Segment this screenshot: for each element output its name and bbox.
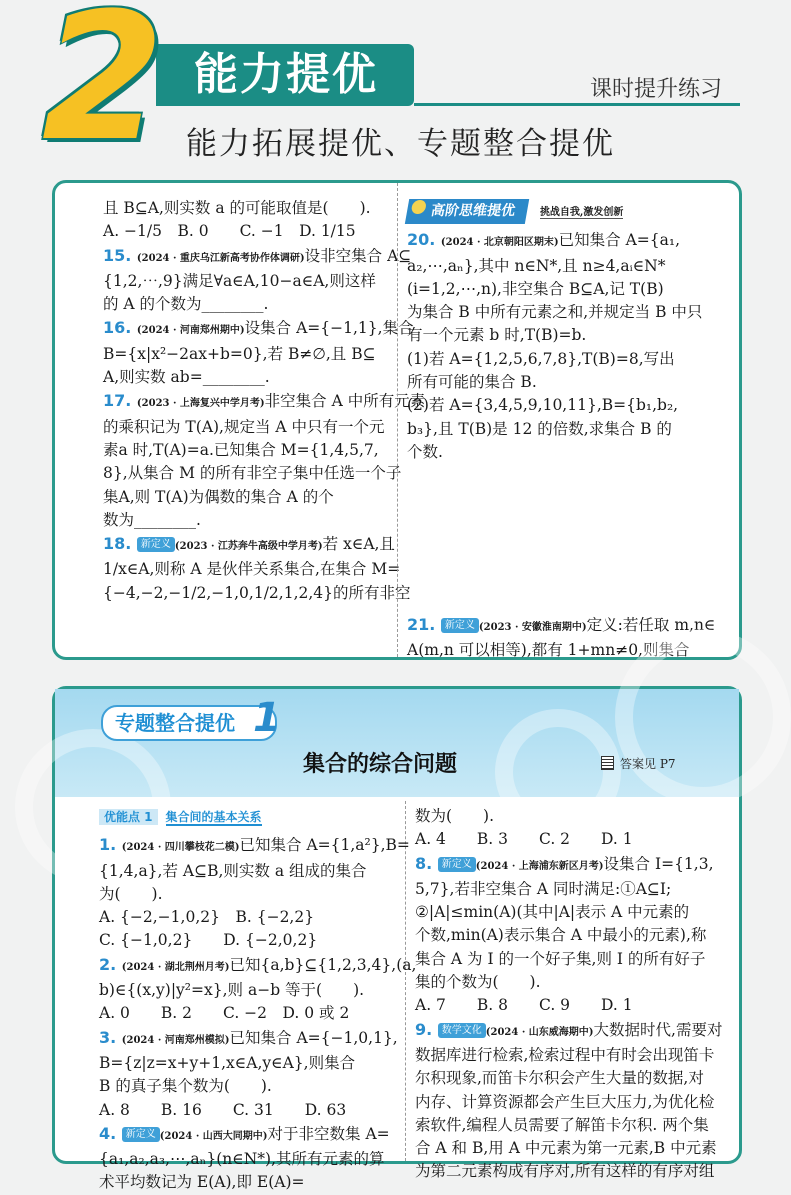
text-line (99, 1122, 399, 1148)
question-text: 若 x∈A,且 (322, 535, 395, 554)
text-line: 5,7},若非空集合 A 同时满足:①A⊆I; (415, 879, 672, 898)
text-line: 素a 时,T(A)=a.已知集合 M={1,4,5,7, (103, 440, 379, 459)
text-line: A. −1/5 B. 0 C. −1 D. 1/15 (103, 222, 356, 241)
question-source: (2023 · 安徽淮南期中) (478, 622, 587, 633)
question-text: 大数据时代,需要对 (593, 1020, 723, 1039)
text-line: 集的个数为( ). (415, 973, 541, 992)
question-source: (2024 · 上海浦东新区月考) (475, 860, 604, 872)
ability-tag-box: 优能点 1 (99, 809, 158, 825)
text-line: B={z|z=x+y+1,x∈A,y∈A},则集合 (99, 1053, 356, 1072)
ability-tag (99, 806, 262, 829)
column-divider (397, 183, 398, 657)
text-line: A. 4 B. 3 C. 2 D. 1 (415, 830, 633, 849)
text-line (103, 532, 393, 558)
page-subtitle: 能力拓展提优、专题整合提优 (186, 126, 615, 162)
text-line (99, 953, 417, 979)
text-line (407, 228, 717, 254)
text-line: 索软件,编程人员需要了解笛卡尔积. 两个集 (415, 1115, 709, 1134)
question-text: 已知{a,b}⊆{1,2,3,4},(a, (229, 955, 417, 974)
text-line (99, 833, 410, 859)
text-line: A(m,n 可以相等),都有 1+mn≠0,则集合 (407, 641, 690, 660)
text-line: 为集合 B 中所有元素之和,并规定当 B 中只 (407, 303, 703, 322)
text-line: 的 A 的个数为________. (103, 295, 269, 314)
question-source: (2024 · 山东威海期中) (485, 1026, 594, 1038)
question-number: 3. (99, 1027, 122, 1047)
left-column (99, 805, 417, 1195)
question-badge: 新定义 (441, 618, 479, 633)
question-text: 设集合 I={1,3, (603, 854, 714, 873)
section-number: 2 (41, 0, 165, 180)
text-line: B={x|x²−2ax+b=0},若 B≠∅,且 B⊆ (103, 344, 376, 363)
ability-tag-title: 集合间的基本关系 (165, 810, 262, 824)
text-line (103, 244, 412, 270)
text-line: a₂,⋯,aₙ},其中 n∈N*,且 n≥4,aᵢ∈N* (407, 256, 666, 275)
question-badge: 新定义 (122, 1127, 160, 1142)
text-line: 数为( ). (415, 807, 495, 825)
answer-reference (601, 755, 676, 772)
text-line: 有一个元素 b 时,T(B)=b. (407, 326, 587, 345)
left-column (103, 197, 426, 605)
document-icon (601, 756, 614, 770)
thinking-banner-tag: 挑战自我,激发创新 (539, 207, 624, 218)
question-number: 8. (415, 853, 438, 873)
text-line: A. {−2,−1,0,2} B. {−2,2} (99, 908, 315, 927)
text-line: 尔积现象,而笛卡尔积会产生大量的数据,对 (415, 1069, 704, 1088)
text-line: (i=1,2,⋯,n),非空集合 B⊆A,记 T(B) (407, 279, 664, 298)
text-line: 所有可能的集合 B. (407, 373, 537, 392)
text-line: b₃},且 T(B)是 12 的倍数,求集合 B 的 (407, 419, 672, 438)
text-line: 术平均数记为 E(A),即 E(A)= (99, 1173, 305, 1192)
question-number: 4. (99, 1123, 122, 1143)
text-line (415, 1018, 730, 1044)
text-line: 为( ). (99, 884, 163, 903)
text-line (415, 852, 730, 878)
page-title: 能力提优 (194, 49, 378, 100)
thinking-banner-label: 高阶思维提优 (429, 203, 517, 219)
special-panel (52, 686, 742, 1192)
text-line: 个数,min(A)表示集合 A 中最小的元素),称 (415, 926, 707, 945)
question-source: (2024 · 山西大同期中) (159, 1130, 268, 1142)
right-column (407, 199, 717, 464)
text-line: (2)若 A={3,4,5,9,10,11},B={b₁,b₂, (407, 396, 679, 415)
text-line: (1)若 A={1,2,5,6,7,8},T(B)=8,写出 (407, 349, 675, 368)
question-source: (2024 · 河南郑州模拟) (121, 1034, 230, 1046)
question-source: (2024 · 四川攀枝花二模) (121, 842, 240, 854)
special-number: 1 (253, 695, 281, 741)
text-line: 的乘积记为 T(A),规定当 A 中只有一个元 (103, 417, 385, 436)
question-text: 定义:若任取 m,n∈ (586, 616, 716, 634)
question-badge: 数学文化 (438, 1023, 486, 1038)
text-line: 集A,则 T(A)为偶数的集合 A 的个 (103, 487, 334, 506)
text-line: A,则实数 ab=________. (103, 368, 270, 387)
thinking-banner (405, 199, 529, 224)
question-source: (2023 · 上海复兴中学月考) (136, 398, 265, 410)
text-line: 数据库进行检索,检索过程中有时会出现笛卡 (415, 1045, 715, 1064)
text-line: {1,2,⋯,9}满足∀a∈A,10−a∈A,则这样 (103, 271, 376, 290)
text-line: 合 A 和 B,用 A 中元素为第一元素,B 中元素 (415, 1139, 717, 1158)
question-number: 2. (99, 954, 122, 974)
text-line: {−4,−2,−1/2,−1,0,1/2,1,2,4}的所有非空 (103, 583, 411, 602)
question-source: (2024 · 河南郑州期中) (136, 325, 245, 337)
text-line: {1,4,a},若 A⊆B,则实数 a 组成的集合 (99, 861, 367, 880)
text-line: 集合 A 为 I 的一个好子集,则 I 的所有好子 (415, 949, 706, 968)
text-line (103, 389, 426, 415)
question-source: (2024 · 重庆乌江新高考协作体调研) (136, 252, 305, 264)
lightbulb-icon (411, 200, 427, 214)
header-tag: 课时提升练习 (590, 77, 723, 102)
text-line: 个数. (407, 442, 443, 461)
question-number: 9. (415, 1019, 438, 1039)
text-line (103, 316, 414, 342)
text-line: ②|A|≤min(A)(其中|A|表示 A 中元素的 (415, 903, 690, 922)
text-line: 内存、计算资源都会产生巨大压力,为优化检 (415, 1092, 715, 1111)
text-line: A. 0 B. 2 C. −2 D. 0 或 2 (99, 1004, 350, 1023)
ability-panel (52, 180, 742, 660)
text-line (99, 1026, 399, 1052)
question-number: 16. (103, 318, 137, 338)
question-text: 对于非空数集 A= (267, 1124, 390, 1143)
text-line: b)∈{(x,y)|y²=x},则 a−b 等于( ). (99, 981, 365, 1000)
column-divider (405, 801, 406, 1161)
question-source: (2024 · 北京朝阳区期末) (440, 237, 559, 249)
question-20 (407, 228, 717, 464)
question-text: 已知集合 A={−1,0,1}, (229, 1028, 398, 1047)
question-number: 1. (99, 835, 122, 855)
text-line: B 的真子集个数为( ). (99, 1077, 272, 1096)
question-number: 18. (103, 534, 137, 554)
question-badge: 新定义 (137, 537, 175, 552)
topic-title: 集合的综合问题 (303, 752, 458, 777)
question-number: 15. (103, 245, 137, 265)
question-text: 设非空集合 A⊆ (304, 246, 412, 265)
text-line: A. 7 B. 8 C. 9 D. 1 (415, 996, 633, 1015)
question-source: (2024 · 湖北荆州月考) (121, 961, 230, 973)
question-number: 21. (407, 615, 441, 634)
question-number: 20. (407, 230, 441, 250)
text-line: A. 8 B. 16 C. 31 D. 63 (99, 1100, 347, 1119)
question-text: 设集合 A={−1,1},集合 (244, 319, 414, 338)
special-title: 专题整合提优 (101, 705, 277, 741)
text-line: 8},从集合 M 的所有非空子集中任选一个子 (103, 464, 402, 483)
right-column (415, 805, 730, 1184)
special-header (55, 689, 739, 797)
text-line: 为第二元素构成有序对,所有这样的有序对组 (415, 1162, 715, 1181)
text-line: 且 B⊆A,则实数 a 的可能取值是( ). (103, 199, 371, 217)
text-line: C. {−1,0,2} D. {−2,0,2} (99, 931, 318, 950)
answer-reference-label: 答案见 P7 (620, 757, 676, 771)
text-line: 1/x∈A,则称 A 是伙伴关系集合,在集合 M= (103, 560, 401, 579)
text-line: {a₁,a₂,a₃,⋯,aₙ}(n∈N*),其所有元素的算 (99, 1150, 385, 1169)
question-text: 已知集合 A={a₁, (558, 231, 681, 250)
question-badge: 新定义 (438, 857, 476, 872)
question-source: (2023 · 江苏奔牛高级中学月考) (174, 541, 323, 553)
question-text: 已知集合 A={1,a²},B= (239, 836, 410, 855)
question-text: 非空集合 A 中所有元素 (264, 392, 426, 411)
question-number: 17. (103, 391, 137, 411)
header-rule (414, 103, 740, 106)
text-line: 数为________. (103, 510, 201, 529)
